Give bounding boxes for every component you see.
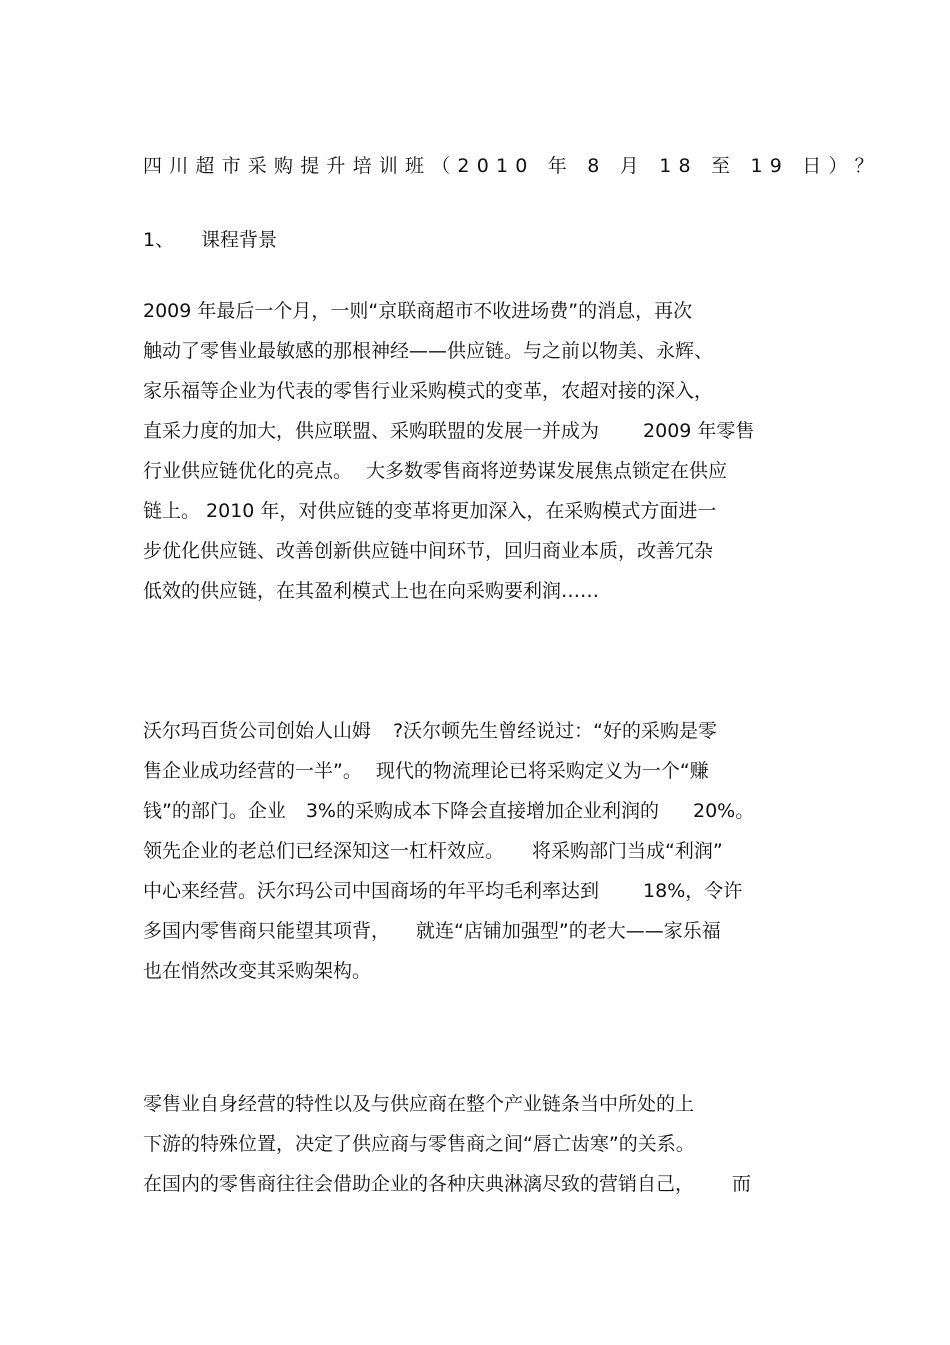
paragraph-line: 零售业自身经营的特性以及与供应商在整个产业链条当中所处的上 [143, 1093, 695, 1115]
text-segment: 2009 年零售 [643, 420, 755, 442]
text-segment: 领先企业的老总们已经深知这一杠杆效应。 [143, 840, 505, 862]
paragraph-line [143, 457, 823, 497]
text-segment: 现代的物流理论已将采购定义为一个“赚 [375, 760, 709, 782]
text-segment: ?沃尔顿先生曾经说过：“好的采购是零 [393, 720, 717, 742]
text-segment: 而 [732, 1173, 752, 1195]
text-segment: 钱”的部门。企业 [143, 800, 286, 822]
paragraph-line [143, 757, 823, 797]
paragraph-line [143, 717, 823, 757]
text-segment: 将采购部门当成“利润” [532, 840, 723, 862]
paragraph-line [143, 877, 823, 917]
paragraph-line: 触动了零售业最敏感的那根神经——供应链。与之前以物美、永辉、 [143, 340, 714, 362]
text-segment: 中心来经营。沃尔玛公司中国商场的年平均毛利率达到 [143, 880, 600, 902]
paragraph-line: 下游的特殊位置，决定了供应商与零售商之间“唇亡齿寒”的关系。 [143, 1133, 695, 1155]
paragraph-line: 低效的供应链，在其盈利模式上也在向采购要利润…… [143, 580, 600, 602]
text-segment: 在国内的零售商往往会借助企业的各种庆典淋漓尽致的营销自己， [143, 1173, 695, 1195]
text-segment: 就连“店铺加强型”的老大——家乐福 [416, 920, 721, 942]
section-number: 1、 [143, 229, 175, 251]
paragraph-line [143, 797, 823, 837]
text-segment: 18%，令许 [643, 880, 743, 902]
text-segment: 3%的采购成本下降会直接增加企业利润的 [305, 800, 659, 822]
paragraph-line [143, 917, 823, 957]
text-segment: 直采力度的加大，供应联盟、采购联盟的发展一并成为 [143, 420, 600, 442]
text-segment: 沃尔玛百货公司创始人山姆 [143, 720, 372, 742]
paragraph-2 [143, 717, 823, 997]
text-segment: 20%。 [693, 800, 755, 822]
section-heading [143, 226, 277, 254]
document-title: 四川超市采购提升培训班（2010 年 8 月 18 至 19 日）？ [143, 155, 881, 177]
text-segment: 大多数零售商将逆势谋发展焦点锁定在供应 [366, 460, 728, 482]
paragraph-line [143, 1170, 823, 1210]
paragraph-1 [143, 297, 823, 617]
paragraph-line [143, 417, 823, 457]
paragraph-3 [143, 1090, 823, 1210]
paragraph-line [143, 837, 823, 877]
text-segment: 多国内零售商只能望其项背， [143, 920, 391, 942]
paragraph-line: 2009 年最后一个月，一则“京联商超市不收进场费”的消息，再次 [143, 300, 693, 322]
paragraph-line: 也在悄然改变其采购架构。 [143, 960, 372, 982]
section-label: 课程背景 [201, 229, 278, 251]
paragraph-line: 步优化供应链、改善创新供应链中间环节，回归商业本质，改善冗杂 [143, 540, 714, 562]
text-segment: 行业供应链优化的亮点。 [143, 460, 353, 482]
paragraph-line: 家乐福等企业为代表的零售行业采购模式的变革，农超对接的深入， [143, 380, 714, 402]
paragraph-line: 链上。 2010 年，对供应链的变革将更加深入，在采购模式方面进一 [143, 500, 717, 522]
text-segment: 售企业成功经营的一半”。 [143, 760, 362, 782]
